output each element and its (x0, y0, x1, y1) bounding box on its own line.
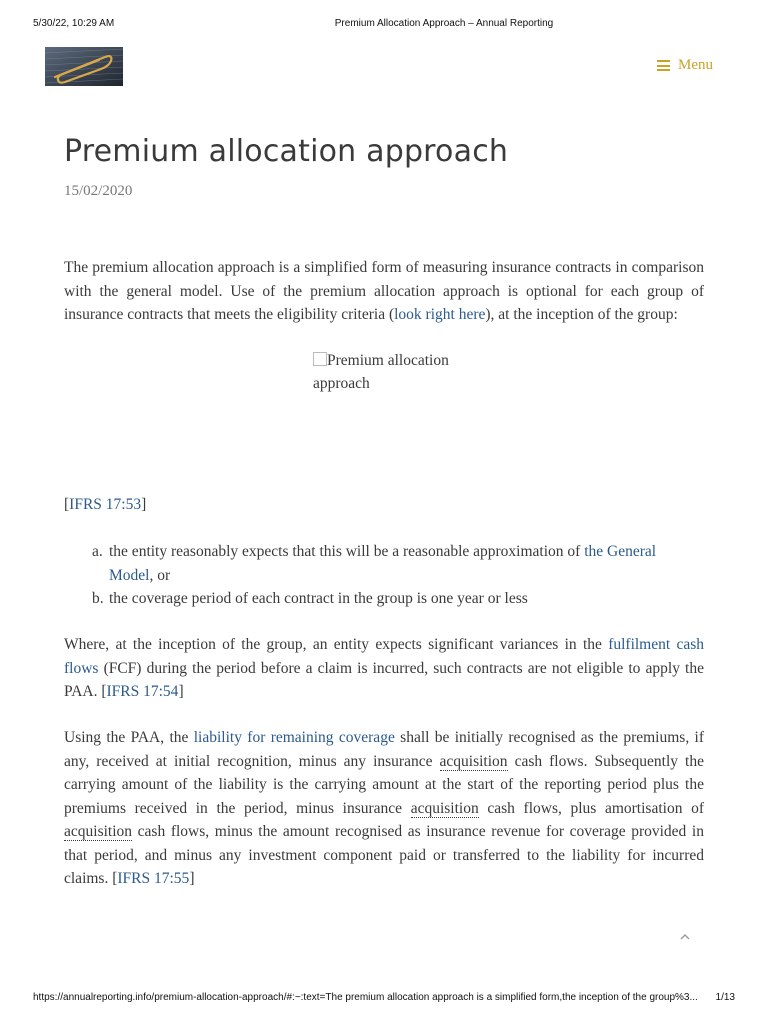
ifrs-17-55-link[interactable]: IFRS 17:55 (117, 870, 190, 887)
p3-seg4: cash flows, plus amortisation of (478, 799, 704, 817)
p3-seg1: Using the PAA, the (64, 729, 194, 746)
intro-text-after: ), at the inception of the group: (485, 306, 678, 323)
ifrs-17-54-link[interactable]: IFRS 17:54 (106, 683, 179, 700)
reference-53 (64, 493, 146, 517)
list-marker: b. (92, 590, 104, 607)
p3-seg6: ] (189, 870, 195, 887)
list-item-text: the coverage period of each contract in the group is one year or less (109, 590, 528, 607)
print-url: https://annualreporting.info/premium-allocation-approach/#:~:text=The premium allocation approach is a simplified form,the inception of the group%3... (33, 992, 698, 1003)
ifrs-17-53-link[interactable]: IFRS 17:53 (69, 496, 142, 513)
hamburger-icon (657, 60, 670, 71)
premium-allocation-image (313, 349, 463, 395)
broken-image-icon (313, 352, 327, 366)
fulfilment-cash-flows-link[interactable]: fulfilment cash flows (64, 636, 704, 677)
menu-toggle-button[interactable] (657, 57, 713, 74)
liability-remaining-coverage-link[interactable]: liability for remaining coverage (193, 729, 395, 746)
list-marker: a. (92, 543, 103, 560)
list-item-text: the entity reasonably expects that this will be a reasonable approximation of (109, 543, 585, 560)
print-datetime: 5/30/22, 10:29 AM (33, 18, 115, 29)
acquisition-tooltip-term[interactable]: acquisition (410, 799, 479, 817)
bracket-close: ] (141, 496, 147, 513)
article-title: Premium allocation approach (64, 134, 509, 169)
intro-text-before: The premium allocation approach is a simplified form of measuring insurance contracts in comparison with the general model. Use of the premium allocation approach is optional for each group of insurance contracts that meets the eligibility criteria ( (64, 259, 704, 323)
bracket-open: [ (64, 496, 70, 513)
paa-paragraph (64, 726, 704, 891)
acquisition-tooltip-term[interactable]: acquisition (439, 752, 508, 770)
intro-paragraph (64, 256, 704, 327)
scroll-to-top-button[interactable] (678, 930, 692, 944)
chevron-up-icon (678, 930, 692, 944)
menu-label: Menu (678, 57, 713, 73)
eligibility-list (64, 540, 704, 611)
look-right-here-link[interactable]: look right here (394, 306, 486, 323)
p2-text-after: ] (178, 683, 184, 700)
list-item-text-after: , or (149, 566, 171, 584)
print-page-number: 1/13 (715, 992, 735, 1003)
p3-seg3: cash flows. Subsequently the carrying amount of the liability is the carrying amount at the start of the reporting period plus the premiums received in the period, minus insurance (64, 752, 704, 817)
site-logo[interactable] (45, 47, 123, 86)
paperclip-logo-icon (45, 47, 123, 86)
image-alt-text: Premium allocation approach (313, 352, 449, 392)
print-page-title: Premium Allocation Approach – Annual Reporting (334, 18, 554, 29)
article-date: 15/02/2020 (64, 183, 133, 199)
p2-text-middle: (FCF) during the period before a claim is incurred, such contracts are not eligible to apply the PAA. [ (64, 659, 704, 700)
list-item (64, 587, 704, 611)
article-header (64, 134, 704, 200)
p3-seg5: cash flows, minus the amount recognised as insurance revenue for coverage provided in that period, and minus any investment component paid or transferred to the liability for incurred claims. [ (64, 823, 704, 887)
p3-seg2: shall be initially recognised as the premiums, if any, received at initial recognition, minus any insurance (64, 729, 704, 770)
acquisition-tooltip-term[interactable]: acquisition (64, 823, 133, 840)
general-model-link[interactable]: the General Model (109, 543, 657, 584)
list-item (64, 540, 704, 587)
p2-text-before: Where, at the inception of the group, an entity expects significant variances in the (64, 636, 609, 653)
variance-paragraph (64, 633, 704, 704)
